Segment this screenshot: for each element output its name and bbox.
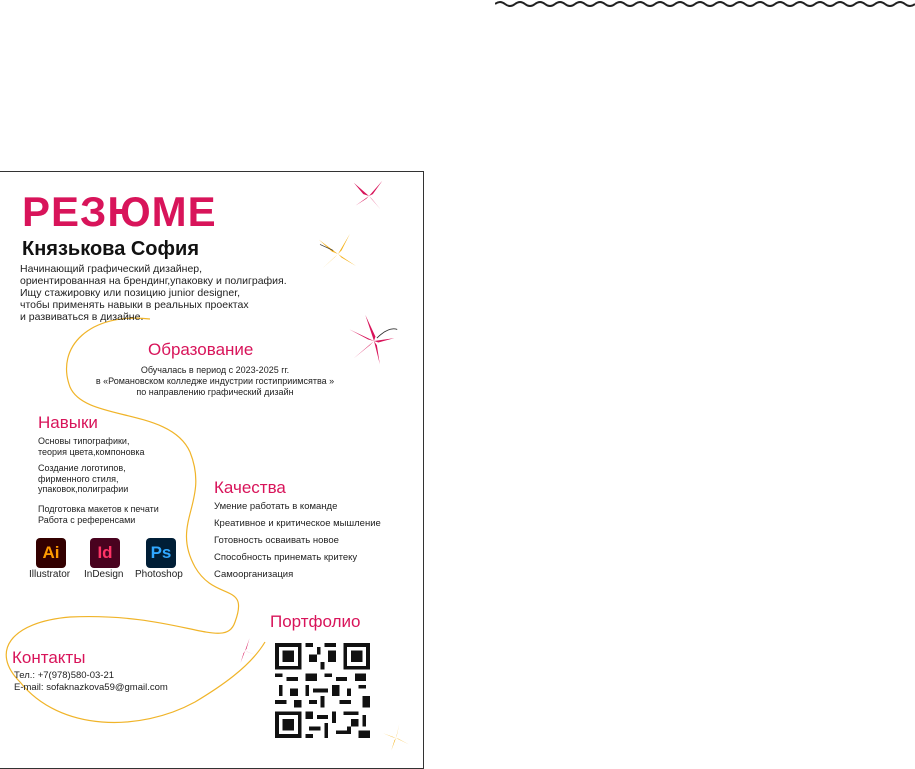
person-name: Князькова София: [22, 238, 199, 260]
qualities-heading: Качества: [214, 478, 286, 497]
butterfly-icon: [350, 177, 388, 215]
intro-line: ориентированная на брендинг,упаковку и полиграфия.: [20, 275, 287, 287]
skill-line: теория цвета,компоновка: [38, 446, 145, 457]
contact-email[interactable]: E-mail: sofaknazkova59@gmail.com: [14, 682, 168, 693]
resume-sheet: [0, 171, 424, 769]
intro-line: чтобы применять навыки в реальных проектах: [20, 299, 249, 311]
intro-line: Ищу стажировку или позицию junior designer,: [20, 287, 241, 299]
skill-line: упаковок,полиграфии: [38, 484, 129, 494]
contact-phone: Тел.: +7(978)580-03-21: [14, 670, 115, 681]
top-squiggle-line: [495, 0, 915, 8]
illustrator-icon: Ai: [36, 538, 66, 568]
quality-item: Самоорганизация: [214, 569, 294, 580]
quality-item: Умение работать в команде: [214, 501, 338, 512]
indesign-icon: Id: [90, 538, 120, 568]
education-line: по направлению графический дизайн: [136, 387, 294, 397]
quality-item: Способность принемать критеку: [214, 552, 358, 563]
skill-line: Создание логотипов,: [38, 463, 126, 473]
intro-line: и развиваться в дизайне.: [20, 311, 144, 323]
intro-text: [20, 263, 320, 323]
butterfly-icon: [314, 230, 362, 278]
education-line: Обучалась в период с 2023-2025 гг.: [140, 365, 290, 375]
illustrator-label: Illustrator: [29, 569, 71, 580]
butterfly-icon: [230, 636, 260, 666]
butterfly-icon: [380, 722, 412, 754]
portfolio-heading: Портфолио: [270, 612, 361, 631]
education-line: в «Романовском колледже индустрии гостиприимсятва »: [95, 376, 335, 386]
qr-code-icon[interactable]: [275, 643, 370, 738]
contacts-heading: Контакты: [12, 648, 86, 667]
education-text: [60, 365, 370, 398]
skill-group: [38, 463, 198, 495]
quality-item: Креативное и критическое мышление: [214, 518, 381, 529]
skills-heading: Навыки: [38, 413, 98, 432]
indesign-label: InDesign: [84, 569, 124, 580]
skill-line: Основы типографики,: [38, 436, 130, 446]
quality-item: Готовность осваивать новое: [214, 535, 339, 546]
photoshop-icon: Ps: [146, 538, 176, 568]
skill-line: Подготовка макетов к печати: [38, 504, 159, 514]
photoshop-label: Photoshop: [135, 569, 183, 580]
skill-line: фирменного стиля,: [38, 473, 119, 484]
skill-group: [38, 436, 198, 457]
education-heading: Образование: [148, 340, 254, 359]
butterfly-icon: [345, 312, 403, 370]
page-title: РЕЗЮМЕ: [22, 188, 217, 235]
intro-line: Начинающий графический дизайнер,: [20, 263, 203, 275]
skill-line: Работа с референсами: [38, 514, 136, 525]
skill-group: [38, 504, 198, 525]
